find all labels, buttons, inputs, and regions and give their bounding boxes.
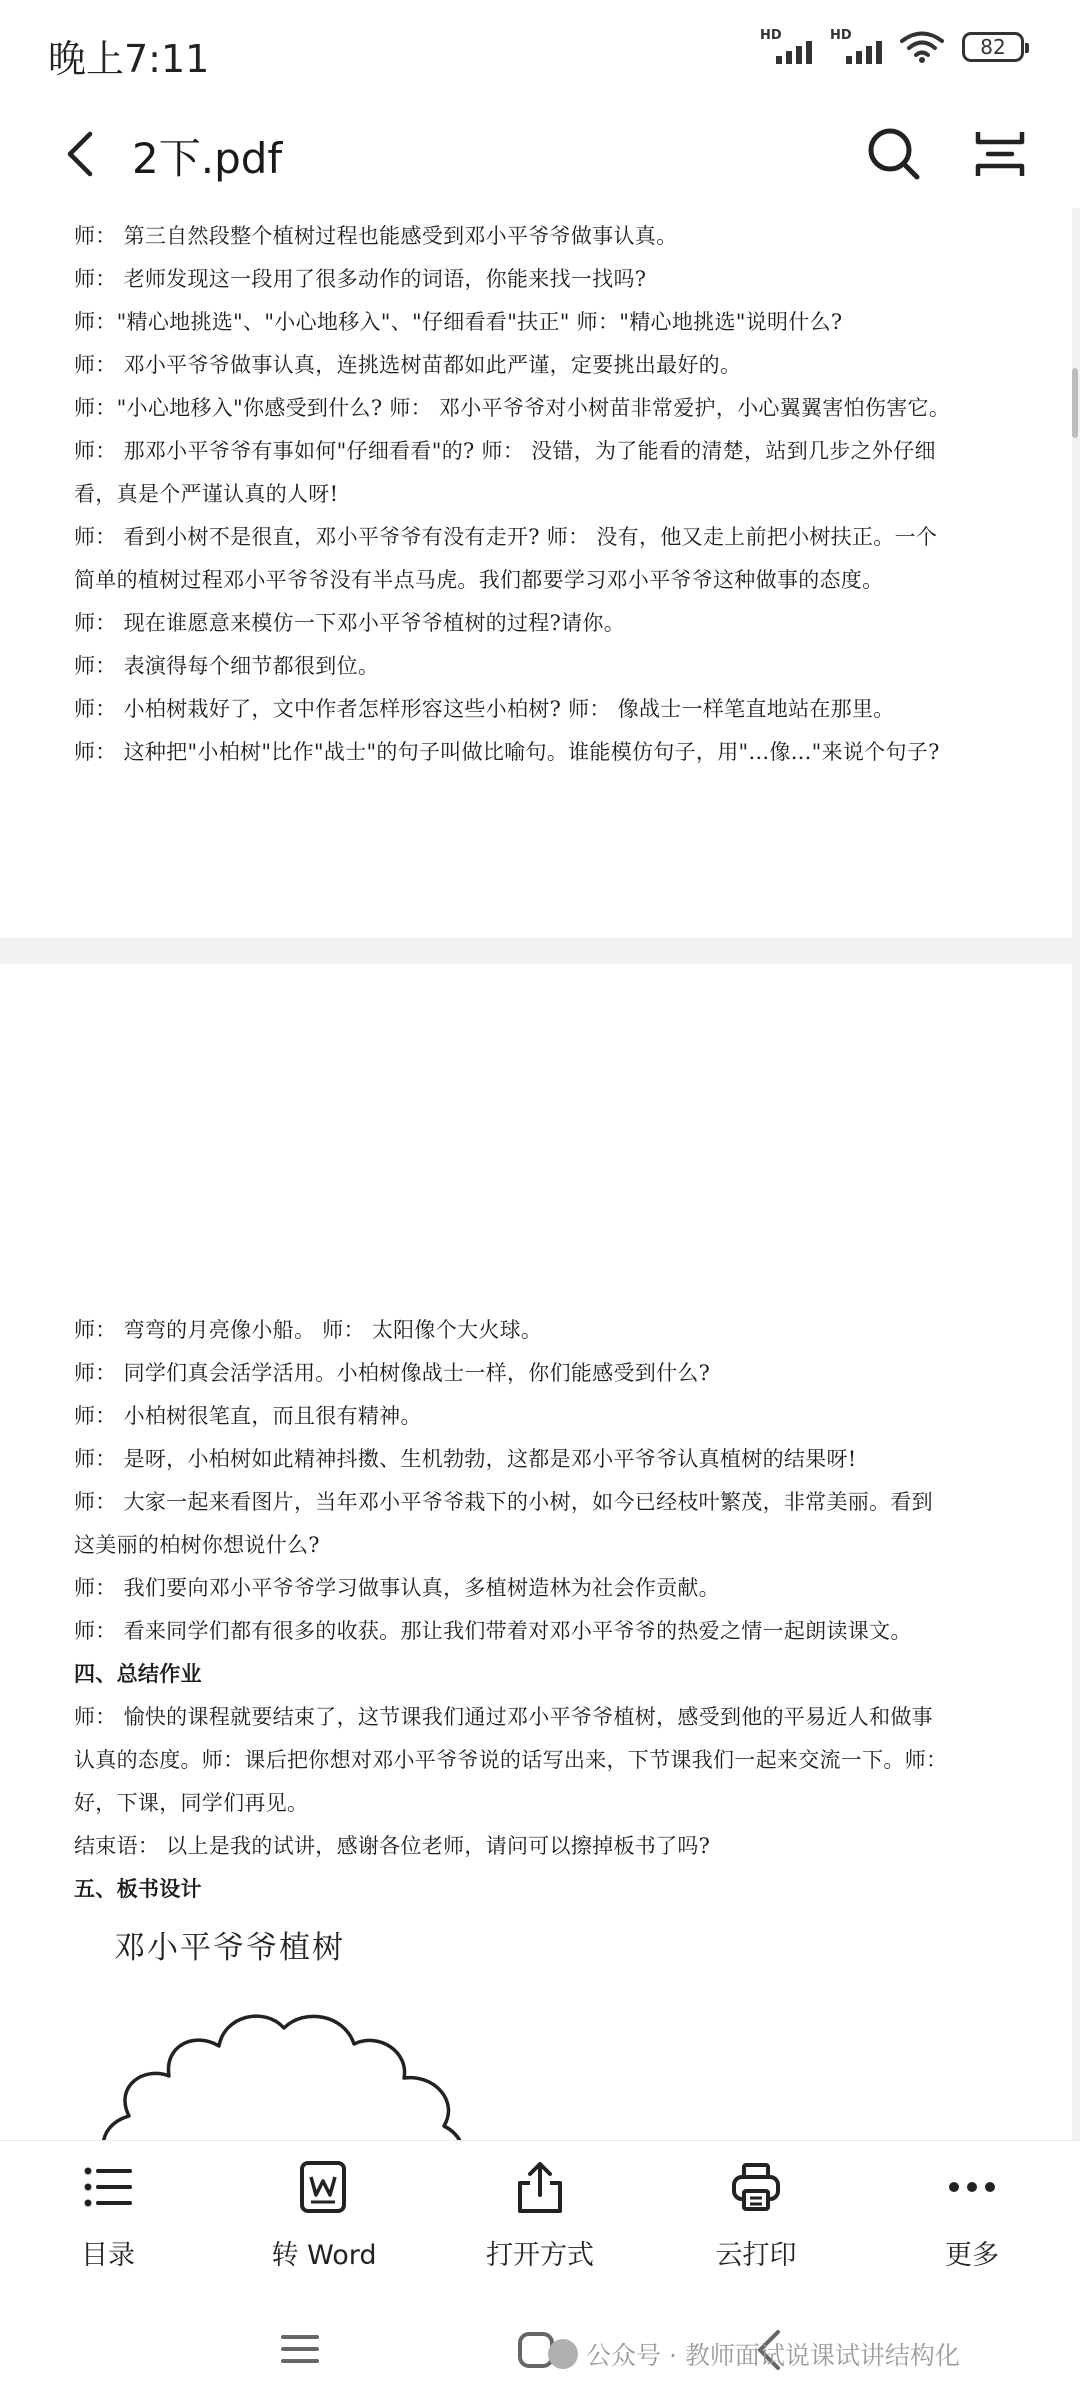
recent-apps-icon[interactable] <box>280 2332 320 2366</box>
status-bar <box>0 0 1080 100</box>
word-icon <box>296 2159 352 2215</box>
toc-label: 目录 <box>81 2240 135 2271</box>
text-line: 师： 我们要向邓小平爷爷学习做事认真，多植树造林为社会作贡献。 <box>74 1576 720 1600</box>
text-line: 师： 大家一起来看图片，当年邓小平爷爷栽下的小树，如今已经枝叶繁茂，非常美丽。看到 <box>74 1490 933 1514</box>
pdf-viewer[interactable] <box>0 208 1080 2140</box>
scrollbar-thumb[interactable] <box>1072 368 1078 438</box>
watermark-text: 公众号 · 教师面试说课试讲结构化 <box>586 2341 960 2370</box>
text-line: 师： 邓小平爷爷做事认真，连挑选树苗都如此严谨，定要挑出最好的。 <box>74 353 742 377</box>
signal-icon <box>760 30 812 64</box>
bottom-toolbar <box>0 2140 1080 2291</box>
text-line: 师： 同学们真会活学活用。小柏树像战士一样，你们能感受到什么? <box>74 1361 711 1385</box>
text-line: 师： 弯弯的月亮像小船。 师： 太阳像个大火球。 <box>74 1318 543 1342</box>
text-line: 师： 老师发现这一段用了很多动作的词语，你能来找一找吗? <box>74 267 647 291</box>
text-line: 简单的植树过程邓小平爷爷没有半点马虎。我们都要学习邓小平爷爷这种做事的态度。 <box>74 568 884 592</box>
convert-word-button[interactable] <box>216 2141 432 2291</box>
open-with-label: 打开方式 <box>486 2240 594 2271</box>
toc-button[interactable] <box>0 2141 216 2291</box>
search-button[interactable] <box>862 122 926 186</box>
more-button[interactable] <box>864 2141 1080 2291</box>
text-line: 师： 表演得每个细节都很到位。 <box>74 654 380 678</box>
reading-mode-button[interactable] <box>968 122 1032 186</box>
signal-icon-2 <box>830 30 882 64</box>
wechat-icon <box>548 2339 578 2369</box>
share-icon <box>512 2159 568 2215</box>
cloud-print-label: 云打印 <box>715 2240 797 2271</box>
list-icon <box>80 2159 136 2215</box>
sim2-hd-label: HD <box>830 28 852 43</box>
sim1-hd-label: HD <box>760 28 782 43</box>
text-line: 师： 看来同学们都有很多的收获。那让我们带着对邓小平爷爷的热爱之情一起朗读课文。 <box>74 1619 912 1643</box>
pdf-page <box>0 208 1072 938</box>
text-line: 师： 小柏树很笔直，而且很有精神。 <box>74 1404 422 1428</box>
text-line: 师： 小柏树栽好了，文中作者怎样形容这些小柏树? 师： 像战士一样笔直地站在那里。 <box>74 697 895 721</box>
more-label: 更多 <box>945 2240 999 2271</box>
system-nav-bar <box>0 2290 1080 2401</box>
document-title: 2下.pdf <box>132 134 283 183</box>
battery-level: 82 <box>980 35 1006 59</box>
watermark <box>548 2336 960 2372</box>
text-line: 看，真是个严谨认真的人呀! <box>74 482 339 506</box>
text-line: 这美丽的柏树你想说什么? <box>74 1533 320 1557</box>
status-icons <box>760 30 1024 64</box>
battery-icon <box>962 32 1024 62</box>
text-line: 师： 那邓小平爷爷有事如何"仔细看看"的? 师： 没错，为了能看的清楚，站到几步之外仔细 <box>74 439 936 463</box>
text-line: 师： 愉快的课程就要结束了，这节课我们通过邓小平爷爷植树，感受到他的平易近人和做事 <box>74 1705 933 1729</box>
open-with-button[interactable] <box>432 2141 648 2291</box>
text-line: 师： 是呀，小柏树如此精神抖擞、生机勃勃，这都是邓小平爷爷认真植树的结果呀! <box>74 1447 857 1471</box>
pdf-page <box>0 964 1072 2144</box>
printer-icon <box>728 2159 784 2215</box>
text-line: 师： 看到小树不是很直，邓小平爷爷有没有走开? 师： 没有，他又走上前把小树扶正。一个 <box>74 525 938 549</box>
text-line: 师： 第三自然段整个植树过程也能感受到邓小平爷爷做事认真。 <box>74 224 678 248</box>
convert-word-label: 转 Word <box>271 2240 377 2271</box>
app-bar <box>0 100 1080 208</box>
section-heading: 四、总结作业 <box>74 1661 202 1686</box>
text-line: 认真的态度。师：课后把你想对邓小平爷爷说的话写出来，下节课我们一起来交流一下。师： <box>74 1748 948 1772</box>
board-title: 邓小平爷爷植树 <box>114 1930 345 1966</box>
section-heading: 五、板书设计 <box>74 1876 202 1901</box>
text-line: 师："小心地移入"你感受到什么? 师： 邓小平爷爷对小树苗非常爱护，小心翼翼害怕伤害它。 <box>74 396 951 420</box>
back-button[interactable] <box>52 122 116 186</box>
text-line: 师： 这种把"小柏树"比作"战士"的句子叫做比喻句。谁能模仿句子，用"...像..."来说个句子? <box>74 740 940 764</box>
text-line: 师： 现在谁愿意来模仿一下邓小平爷爷植树的过程?请你。 <box>74 611 626 635</box>
text-line: 好，下课，同学们再见。 <box>74 1791 309 1815</box>
more-icon <box>944 2159 1000 2215</box>
status-time: 晚上7:11 <box>48 37 210 81</box>
cloud-print-button[interactable] <box>648 2141 864 2291</box>
wifi-icon <box>900 30 944 64</box>
text-line: 师："精心地挑选"、"小心地移入"、"仔细看看"扶正" 师："精心地挑选"说明什么? <box>74 310 843 334</box>
text-line: 结束语： 以上是我的试讲，感谢各位老师，请问可以擦掉板书了吗? <box>74 1834 711 1858</box>
